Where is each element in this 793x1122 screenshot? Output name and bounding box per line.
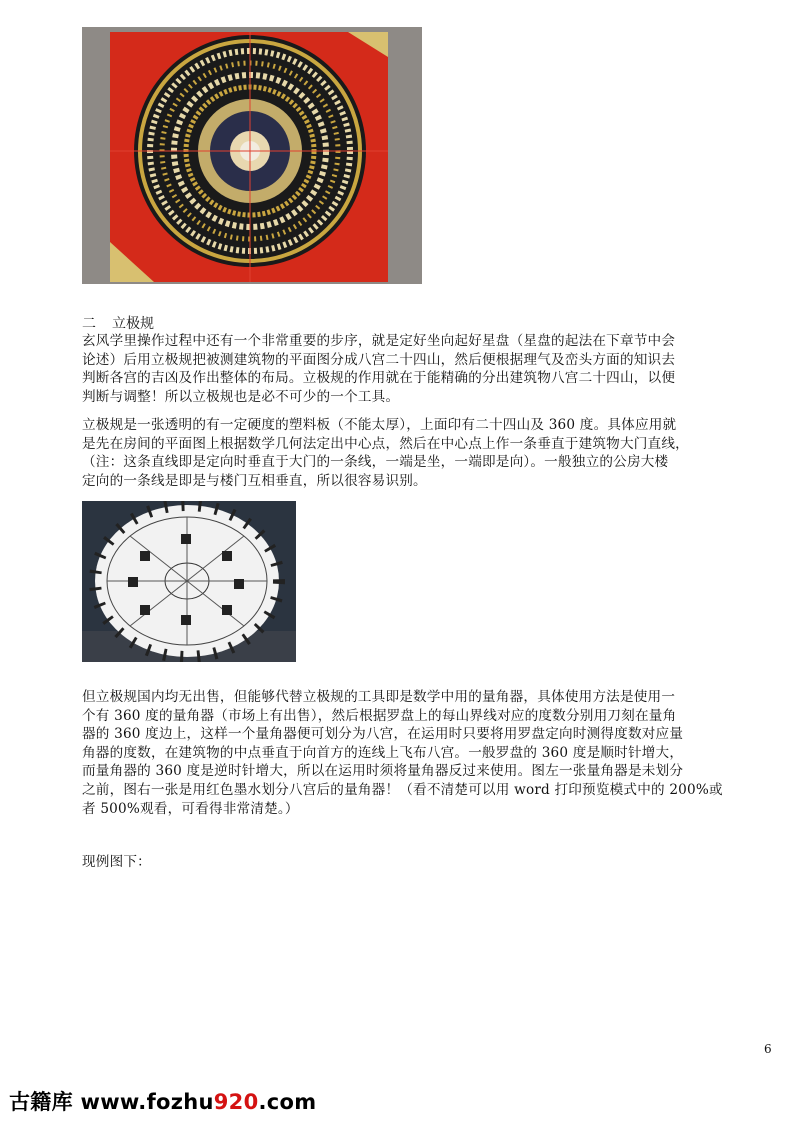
section-title: 立极规 [112,316,154,332]
paragraph-description [82,416,782,490]
text-line: 立极规是一张透明的有一定硬度的塑料板（不能太厚），上面印有二十四山及 360 度。具体应用就 [82,417,677,433]
text-line: 但立极规国内均无出售，但能够代替立极规的工具即是数学中用的量角器，具体使用方法是使用一 [82,689,676,705]
paragraph-protractor [82,688,782,818]
section-heading [82,313,154,333]
text-line: 是先在房间的平面图上根据数学几何法定出中心点，然后在中心点上作一条垂直于建筑物大门直线， [82,435,689,452]
text-line: 者 500%观看，可看得非常清楚。） [82,800,299,817]
text-line: 个有 360 度的量角器（市场上有出售），然后根据罗盘上的每山界线对应的度数分别用刀刻在量角 [82,707,677,724]
text-line: 角器的度数，在建筑物的中点垂直于向首方的连线上飞布八宫。一般罗盘的 360 度是顺时针增大， [82,744,684,761]
example-caption [82,853,782,872]
footer-watermark [9,1086,316,1116]
liji-gui-photo [82,501,296,662]
caption-text: 现例图下： [82,854,151,870]
text-line: （注：这条直线即是定向时垂直于大门的一条线，一端是坐，一端即是向）。一般独立的公房大楼 [82,454,669,471]
footer-url-number: 920 [213,1090,259,1114]
text-line: 玄风学里操作过程中还有一个非常重要的步序，就是定好坐向起好星盘（星盘的起法在下章节中会 [82,333,676,349]
text-line: 而量角器的 360 度是逆时针增大，所以在运用时须将量角器反过来使用。图左一张量角器是未划分 [82,763,684,780]
text-line: 之前，图右一张是用红色墨水划分八宫后的量角器！（看不清楚可以用 word 打印预览模式中的 200%或 [82,781,723,798]
paragraph-intro [82,332,782,406]
text-line: 论述）后用立极规把被测建筑物的平面图分成八宫二十四山，然后便根据理气及峦头方面的知识去 [82,351,676,368]
section-number: 二 [82,316,96,332]
text-line: 判断各宫的吉凶及作出整体的布局。立极规的作用就在于能精确的分出建筑物八宫二十四山，以便 [82,370,676,387]
luopan-photo [82,27,422,284]
footer-url-suffix: .com [258,1090,317,1114]
text-line: 判断与调整！所以立极规也是必不可少的一个工具。 [82,388,400,405]
text-line: 定向的一条线是即是与楼门互相垂直，所以很容易识别。 [82,472,427,489]
page-number: 6 [764,1042,772,1056]
footer-brand: 古籍库 [9,1090,73,1114]
footer-url-prefix: www.fozhu [80,1090,214,1114]
text-line: 器的 360 度边上，这样一个量角器便可划分为八宫，在运用时只要将用罗盘定向时测得度数对应量 [82,726,684,743]
